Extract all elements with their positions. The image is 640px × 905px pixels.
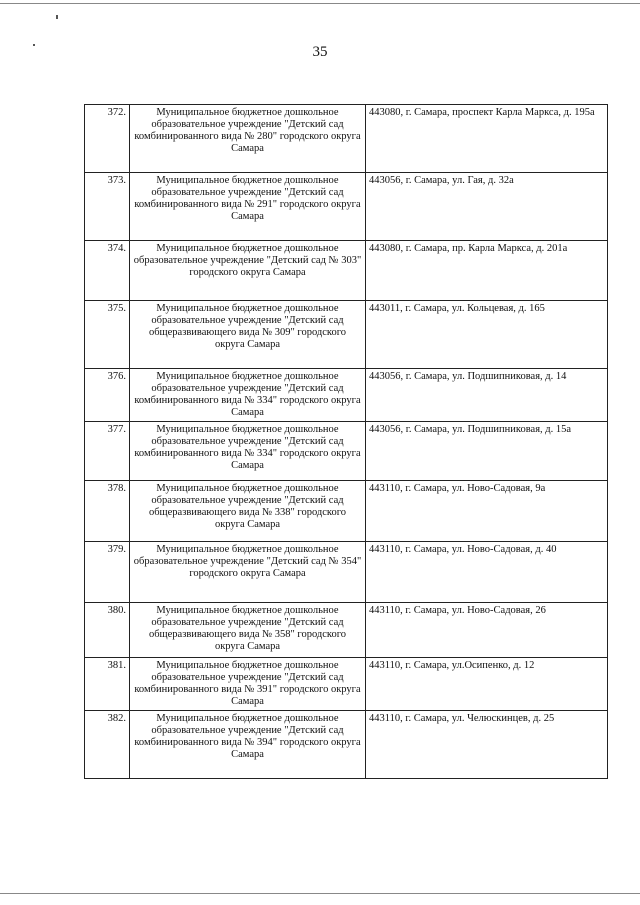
institution-name: Муниципальное бюджетное дошкольное образовательное учреждение "Детский сад общеразвивающего вида № 338" городского округа Самара [130,481,366,542]
institution-address: 443056, г. Самара, ул. Подшипниковая, д. 15а [366,422,608,481]
row-number: 378. [85,481,130,542]
row-number: 374. [85,241,130,301]
institution-name: Муниципальное бюджетное дошкольное образовательное учреждение "Детский сад комбинированного вида № 291" городского округа Самара [130,173,366,241]
row-number: 379. [85,542,130,603]
institution-name: Муниципальное бюджетное дошкольное образовательное учреждение "Детский сад комбинированного вида № 334" городского округа Самара [130,422,366,481]
scan-edge-bottom [0,893,640,894]
table-row [85,105,608,173]
institution-name: Муниципальное бюджетное дошкольное образовательное учреждение "Детский сад комбинированного вида № 394" городского округа Самара [130,711,366,779]
table-row [85,542,608,603]
row-number: 381. [85,658,130,711]
institution-name: Муниципальное бюджетное дошкольное образовательное учреждение "Детский сад комбинированного вида № 391" городского округа Самара [130,658,366,711]
table-row [85,241,608,301]
row-number: 373. [85,173,130,241]
row-number: 380. [85,603,130,658]
institution-address: 443110, г. Самара, ул.Осипенко, д. 12 [366,658,608,711]
table-row [85,173,608,241]
row-number: 375. [85,301,130,369]
scan-speck [56,15,58,19]
institution-address: 443110, г. Самара, ул. Ново-Садовая, 26 [366,603,608,658]
institution-address: 443110, г. Самара, ул. Ново-Садовая, д. 40 [366,542,608,603]
institution-name: Муниципальное бюджетное дошкольное образовательное учреждение "Детский сад комбинированного вида № 280" городского округа Самара [130,105,366,173]
institution-address: 443080, г. Самара, проспект Карла Маркса, д. 195а [366,105,608,173]
table-row [85,301,608,369]
institution-address: 443011, г. Самара, ул. Кольцевая, д. 165 [366,301,608,369]
institution-address: 443110, г. Самара, ул. Челюскинцев, д. 25 [366,711,608,779]
institutions-table [84,104,608,779]
table-row [85,658,608,711]
institution-address: 443056, г. Самара, ул. Подшипниковая, д. 14 [366,369,608,422]
institution-name: Муниципальное бюджетное дошкольное образовательное учреждение "Детский сад общеразвивающего вида № 309" городского округа Самара [130,301,366,369]
row-number: 372. [85,105,130,173]
table-row [85,369,608,422]
table-row [85,422,608,481]
institution-address: 443110, г. Самара, ул. Ново-Садовая, 9а [366,481,608,542]
table-row [85,711,608,779]
scan-edge-top [0,3,640,4]
row-number: 377. [85,422,130,481]
institution-address: 443080, г. Самара, пр. Карла Маркса, д. 201а [366,241,608,301]
table-row [85,603,608,658]
institution-name: Муниципальное бюджетное дошкольное образовательное учреждение "Детский сад общеразвивающего вида № 358" городского округа Самара [130,603,366,658]
institution-name: Муниципальное бюджетное дошкольное образовательное учреждение "Детский сад № 354" городского округа Самара [130,542,366,603]
institution-name: Муниципальное бюджетное дошкольное образовательное учреждение "Детский сад № 303" городского округа Самара [130,241,366,301]
institution-address: 443056, г. Самара, ул. Гая, д. 32а [366,173,608,241]
row-number: 376. [85,369,130,422]
row-number: 382. [85,711,130,779]
table-row [85,481,608,542]
page-number: 35 [312,44,328,60]
institution-name: Муниципальное бюджетное дошкольное образовательное учреждение "Детский сад комбинированного вида № 334" городского округа Самара [130,369,366,422]
